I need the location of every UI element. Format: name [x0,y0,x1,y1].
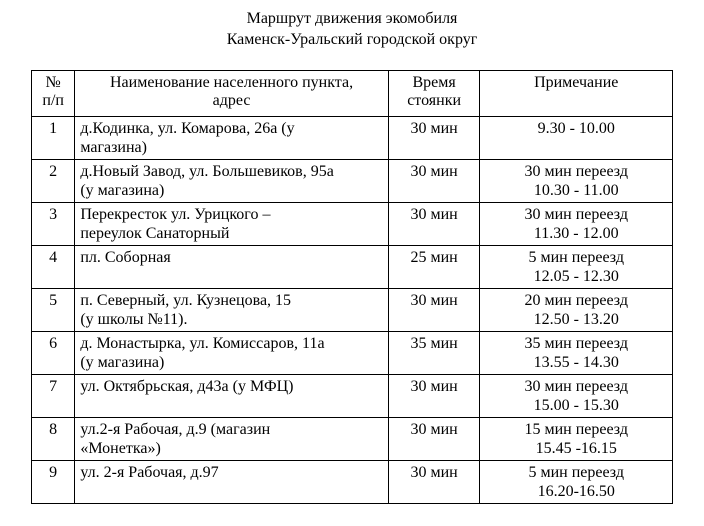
row-number: 7 [32,375,75,418]
column-header-note: Примечание [480,71,673,117]
row-note: 30 мин переезд 10.30 - 11.00 [480,160,673,203]
row-note: 20 мин переезд 12.50 - 13.20 [480,289,673,332]
row-number: 9 [32,461,75,504]
row-number: 3 [32,203,75,246]
row-stop-time: 25 мин [388,246,480,289]
row-note: 5 мин переезд 12.05 - 12.30 [480,246,673,289]
table-row [32,203,673,246]
row-location: ул.2-я Рабочая, д.9 (магазин «Монетка») [75,418,388,461]
row-location: д. Монастырка, ул. Комиссаров, 11а (у магазина) [75,332,388,375]
row-location: д.Новый Завод, ул. Большевиков, 95а (у магазина) [75,160,388,203]
column-header-name: Наименование населенного пункта, адрес [75,71,388,117]
row-location: ул. 2-я Рабочая, д.97 [75,461,388,504]
row-note: 9.30 - 10.00 [480,117,673,160]
column-header-time: Время стоянки [388,71,480,117]
table-row [32,418,673,461]
row-location: д.Кодинка, ул. Комарова, 26а (у магазина) [75,117,388,160]
row-note: 30 мин переезд 11.30 - 12.00 [480,203,673,246]
row-stop-time: 35 мин [388,332,480,375]
table-header-row [32,71,673,117]
row-stop-time: 30 мин [388,203,480,246]
row-stop-time: 30 мин [388,289,480,332]
row-location: п. Северный, ул. Кузнецова, 15 (у школы №11). [75,289,388,332]
table-row [32,332,673,375]
column-header-number: № п/п [32,71,75,117]
page-subtitle: Каменск-Уральский городской округ [226,31,478,48]
row-number: 4 [32,246,75,289]
row-note: 5 мин переезд 16.20-16.50 [480,461,673,504]
row-stop-time: 30 мин [388,418,480,461]
table-row [32,289,673,332]
row-stop-time: 30 мин [388,375,480,418]
row-note: 15 мин переезд 15.45 -16.15 [480,418,673,461]
route-table [31,70,673,504]
row-note: 35 мин переезд 13.55 - 14.30 [480,332,673,375]
table-row [32,461,673,504]
page-title: Маршрут движения экомобиля [246,10,458,27]
row-note: 30 мин переезд 15.00 - 15.30 [480,375,673,418]
row-location: пл. Соборная [75,246,388,289]
row-stop-time: 30 мин [388,160,480,203]
row-number: 6 [32,332,75,375]
row-location: ул. Октябрьская, д43а (у МФЦ) [75,375,388,418]
row-number: 1 [32,117,75,160]
table-row [32,117,673,160]
row-number: 5 [32,289,75,332]
row-stop-time: 30 мин [388,117,480,160]
row-stop-time: 30 мин [388,461,480,504]
route-table-body [32,117,673,504]
table-row [32,375,673,418]
row-number: 2 [32,160,75,203]
table-row [32,246,673,289]
row-location: Перекресток ул. Урицкого – переулок Санаторный [75,203,388,246]
row-number: 8 [32,418,75,461]
table-row [32,160,673,203]
